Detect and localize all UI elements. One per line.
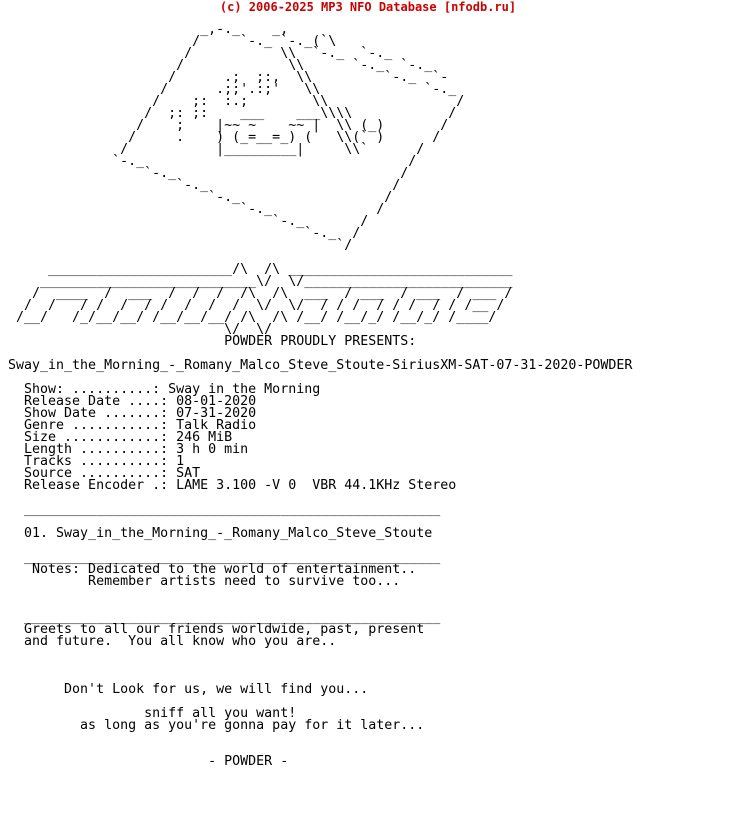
nfo-text: _,-._ _, / `-._ `-._(`\ / \\ `-._ `-._ / \\ `-._ `-._ / .; ;:, \\ `-._ `- / .;;'.:;' \\ `-._ / ;: :.; \\ / / ;: ;: ___ ___\\\\ / / ; |~~ ~ ~~ | \\ (_) / / . ) (_=__=_) ( \\(` ) / / |_________| \\` / `-._ / `-._ / `-._ / `-._ / `-._ / `-._ / `-._ / `/ _______________________/\ /\ ____________________________ ___________________________\/ \/__________________________ / ____ / ___ / / / /\ /\ ___ / ___ / ___ / ___ / / / / / / / / / / / \/ \/ / / / / / / / / /__ / /__/ /_/__/__/ /__/__/__/ /\ /\ /__/ /__/_/ /__/_/ /____/ \/ \/ POWDER PROUDLY PRESENTS: Sway_in_the_Morning_-_Romany_Malco_Steve_Stoute-SiriusXM-SAT-07-31-2020-POWDER Show: ..........: Sway in the Morning Release Date ....: 08-01-2020 Show Date .......: 07-31-2020 Genre ...........: Talk Radio Size ............: 246 MiB Length ..........: 3 h 0 min Tracks ..........: 1 Source ..........: SAT Release Encoder .: LAME 3.100 -V 0 VBR 44.1KHz Stereo ____________________________________________________ 01. Sway_in_the_Morning_-_Romany_Malco_Steve_Stoute ____________________________________________________ Notes: Dedicated to the world of entertainment.. Remember artists need to survive too... ____________________________________________________ Greets to all our friends worldwide, past, present and future. You all know who you are.. Don't Look for us, we will find you... sniff all you want! as long as you're gonna pay for it later... - POWDER - xyxy=(8,22,633,769)
site-header: (c) 2006-2025 MP3 NFO Database [nfodb.ru] xyxy=(219,0,517,14)
